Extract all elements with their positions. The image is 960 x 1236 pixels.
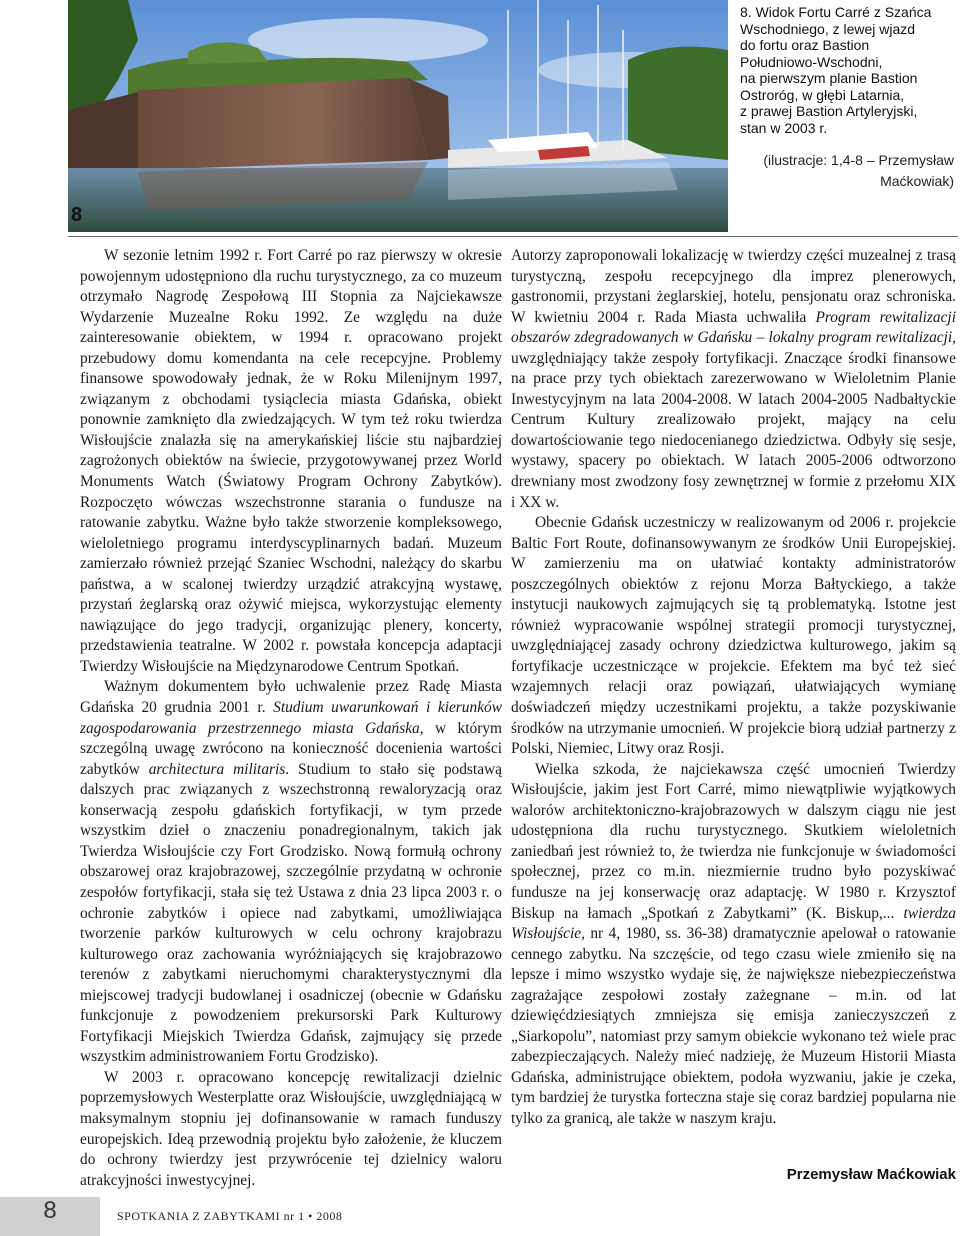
figure-number: 8	[71, 204, 83, 226]
paragraph: Autorzy zaproponowali lokalizację w twierdzy części muzealnej z trasą turystyczną, zespołu recepcyjnego dla imprez plenerowych, gastronomii, przystani żeglarskiej, hotelu, pensjonatu oraz schroniska. W kwietniu 2004 r. Rada Miasta uchwaliła Program rewitalizacji obszarów zdegradowanych w Gdańsku – lokalny program rewitalizacji, uwzględniający także zespoły fortyfikacji. Znaczące środki finansowe na prace przy tych obiektach zarezerwowano w Wieloletnim Planie Inwestycyjnym na lata 2004-2008. W latach 2004-2005 Nadbałtyckie Centrum Kultury zrealizowało projekt, mający na celu dowartościowanie tego niedocenianego dziedzictwa. Odbyły się sesje, wystawy, spacery po obiektach. W latach 2005-2006 odtworzono drewniany most zwodzony fosy zewnętrznej w formie z przełomu XIX i XX w.	[511, 247, 956, 511]
paragraph: W sezonie letnim 1992 r. Fort Carré po raz pierwszy w okresie powojennym udostępniono dla ruchu turystycznego, za co muzeum otrzymało Nagrodę Zespołową III Stopnia za Najciekawsze Wydarzenie Muzealne Roku 1992. Ze względu na duże zainteresowanie obiektem, w 1994 r. opracowano projekt przebudowy domu komendanta na cele recepcyjne. Problemy finansowe spowodowały jednak, że w Roku Milenijnym 1997, związanym z obchodami tysiąclecia miasta Gdańska, obiekt ponownie zamknięto dla zwiedzających. W tym też roku twierdza Wisłoujście znalazła się na amerykańskiej liście stu najbardziej zagrożonych obiektów na świecie, przygotowywanej przez World Monuments Watch (Światowy Program Ochrony Zabytków). Rozpoczęto wówczas wszechstronne starania o fundusze na ratowanie zabytku. Ważne było także stworzenie kompleksowego, wieloletniego programu interdyscyplinarnych badań. Muzeum zamierzało również przejąć Szaniec Wschodni, należący do skarbu państwa, a w scalonej twierdzy urządzić atrakcyjną wystawę, przystań żeglarską oraz ożywić miejsca, wykorzystując elementy nawiązujące do jego tradycji, organizując plenery, koncerty, przedstawienia teatralne. W 2002 r. powstała koncepcja adaptacji Twierdzy Wisłoujście na Międzynarodowe Centrum Spotkań.	[80, 247, 502, 675]
article-column-left	[80, 246, 502, 1191]
divider-rule	[68, 236, 958, 237]
paragraph: Ważnym dokumentem było uchwalenie przez Radę Miasta Gdańska 20 grudnia 2001 r. Studium uwarunkowań i kierunków zagospodarowania przestrzennego miasta Gdańska, w którym szczególną uwagę zwrócono na konieczność docenienia wartości zabytków architectura militaris. Studium to stało się podstawą dalszych prac związanych z wszechstronną rewaloryzacją oraz konserwacją zespołu gdańskich fortyfikacji, w tym przede wszystkim dzieł o znaczeniu ponadregionalnym, takich jak Twierdza Wisłoujście czy Fort Grodzisko. Nową formułą ochrony obszarowej oraz krajobrazowej, szczególnie przydatną w ochronie zespołów fortyfikacji, stała się też Ustawa z dnia 23 lipca 2003 r. o ochronie zabytków i opiece nad zabytkami, umożliwiająca tworzenie parków kulturowych w celu ochrony krajobrazu kulturowego oraz zachowania wyróżniających się krajobrazowo terenów z zabytkami nieruchomymi charakterystycznymi dla miejscowej tradycji budowlanej i osadniczej (obecnie w Gdańsku funkcjonuje z powodzeniem prekursorski Park Kulturowy Fortyfikacji Miejskich Twierdza Gdańsk, zajmujący się przede wszystkim administrowaniem Fortu Grodzisko).	[80, 678, 502, 1066]
figure-credit: (ilustracje: 1,4-8 – Przemysław Maćkowiak)	[763, 152, 954, 189]
figure-caption: 8. Widok Fortu Carré z Szańca Wschodniego, z lewej wjazd do fortu oraz Bastion Południowo-Wschodni, na pierwszym planie Bastion Ostroróg, w głębi Latarnia, z prawej Bastion Artyleryjski, stan w 2003 r.	[740, 4, 932, 136]
paragraph: Obecnie Gdańsk uczestniczy w realizowanym od 2006 r. projekcie Baltic Fort Route, dofinansowywanym ze środków Unii Europejskiej. W zamierzeniu ma on ułatwiać kontakty administratorów poszczególnych obiektów z rejonu Morza Bałtyckiego, a także instytucji naukowych zajmujących się tą problematyką. Istotne jest również wypracowanie wspólnej strategii promocji turystycznej, uwzględniającej zasady ochrony dziedzictwa kulturowego, jakim są fortyfikacje uczestniczące w projekcie. Efektem ma być też sieć wzajemnych relacji oraz powiązań, ułatwiających wymianę doświadczeń między uczestnikami projektu, a także pozyskiwanie środków na utrzymanie umocnień. W projekcie biorą udział partnerzy z Polski, Niemiec, Litwy oraz Rosji.	[511, 514, 956, 758]
journal-footer: SPOTKANIA Z ZABYTKAMI nr 1 • 2008	[117, 1209, 343, 1223]
paragraph: W 2003 r. opracowano koncepcję rewitalizacji dzielnic poprzemysłowych Westerplatte oraz Wisłoujście, uwzględniającą w maksymalnym stopniu jej dofinansowanie w ramach funduszy europejskich. Ideą przewodnią projektu było założenie, że kluczem do ochrony twierdzy jest przywrócenie tej dzielnicy waloru atrakcyjności inwestycyjnej.	[80, 1068, 502, 1189]
article-column-right	[511, 246, 956, 1130]
author-signature: Przemysław Maćkowiak	[786, 1166, 956, 1183]
photo-fort-carre	[68, 0, 728, 232]
page-number: 8	[43, 1197, 57, 1224]
paragraph: Wielka szkoda, że najciekawsza część umocnień Twierdzy Wisłoujście, jakim jest Fort Carré, mimo niewątpliwie wyjątkowych walorów architektoniczno-krajobrazowych w dalszym ciągu nie jest udostępniona dla ruchu turystycznego. Skutkiem wieloletnich zaniedbań jest również to, że twierdza nie funkcjonuje w świadomości społecznej, przez co m.in. niezmiernie trudno było pozyskiwać fundusze na jej konserwację oraz adaptację. W 1980 r. Krzysztof Biskup na łamach „Spotkań z Zabytkami” (K. Biskup,... twierdza Wisłoujście, nr 4, 1980, ss. 36-38) dramatycznie apelował o ratowanie cennego zabytku. Na szczęście, od tego czasu wiele zmieniło się na lepsze i mimo wszystko wydaje się, że największe niebezpieczeństwa zagrażające zespołowi zostały zażegnane – m.in. od lat dziewięćdziesiątych zmniejsza się emisja zanieczyszczeń z „Siarkopolu”, natomiast przy samym obiekcie wykonano też wiele prac zabezpieczających. Należy mieć nadzieję, że Muzeum Historii Miasta Gdańska, administrujące obiektem, podoła wyzwaniu, jakie je czeka, tym bardziej że turystka forteczna staje się coraz bardziej popularna nie tylko za granicą, ale także w naszym kraju.	[511, 760, 956, 1127]
